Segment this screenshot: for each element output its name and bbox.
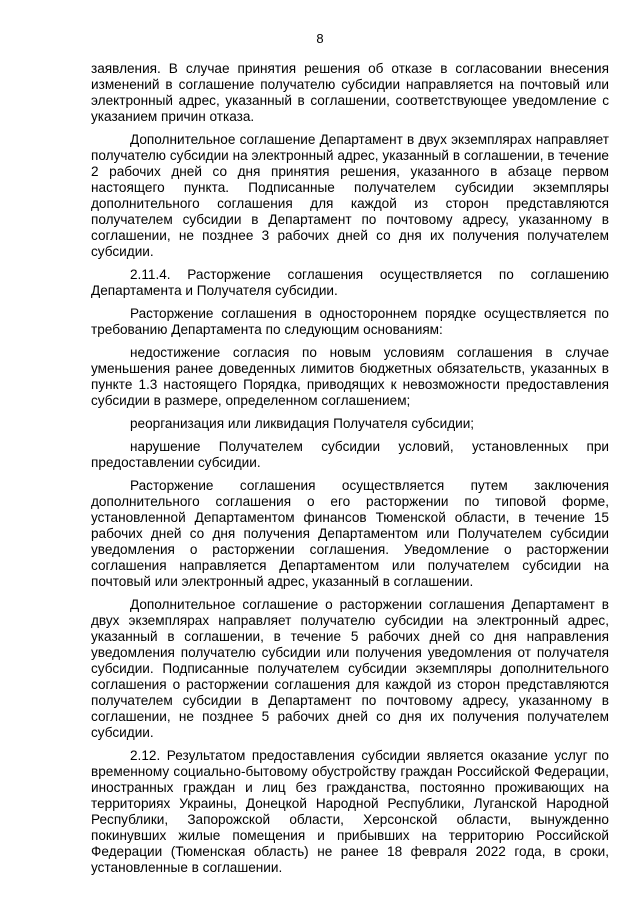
page-number: 8 [316, 31, 324, 46]
paragraph-ground-reorganization: реорганизация или ликвидация Получателя субсидии; [130, 416, 475, 431]
document-body [91, 61, 609, 876]
paragraph-2-11-4: 2.11.4. Расторжение соглашения осуществляется по соглашению Департамента и Получателя субсидии. [91, 267, 609, 298]
paragraph-ground-no-agreement: недостижение согласия по новым условиям соглашения в случае уменьшения ранее доведенных лимитов бюджетных обязательств, указанных в пункте 1.3 настоящего Порядка, приводящих к невозможности предоставления субсидии в размере, определенном соглашением; [91, 345, 609, 408]
paragraph-unilateral-termination: Расторжение соглашения в одностороннем порядке осуществляется по требованию Департамента по следующим основаниям: [91, 306, 609, 337]
paragraph-termination-procedure: Расторжение соглашения осуществляется путем заключения дополнительного соглашения о его расторжении по типовой форме, установленной Департаментом финансов Тюменской области, в течение 15 рабочих дней со дня получения Департаментом или Получателем субсидии уведомления о расторжении соглашения. Уведомление о расторжении соглашения направляется Департаментом или получателем субсидии на почтовый или электронный адрес, указанный в соглашении. [91, 478, 609, 589]
paragraph-2-12-result: 2.12. Результатом предоставления субсидии является оказание услуг по временному социально-бытовому обустройству граждан Российской Федерации, иностранных граждан и лиц без гражданства, постоянно проживающих на территориях Украины, Донецкой Народной Республики, Луганской Народной Республики, Запорожской области, Херсонской области, вынужденно покинувших жилые помещения и прибывших на территорию Российской Федерации (Тюменская область) не ранее 18 февраля 2022 года, в сроки, установленные в соглашении. [91, 748, 609, 875]
paragraph-termination-agreement: Дополнительное соглашение о расторжении соглашения Департамент в двух экземплярах направляет получателю субсидии на электронный адрес, указанный в соглашении, в течение 5 рабочих дней со дня направления уведомления получателю субсидии или получения уведомления от получателя субсидии. Подписанные получателем субсидии экземпляры дополнительного соглашения о расторжении соглашения для каждой из сторон представляются получателем субсидии в Департамент по почтовому адресу, указанному в соглашении, не позднее 5 рабочих дней со дня их получения получателем субсидии. [91, 597, 609, 740]
paragraph-ground-violation: нарушение Получателем субсидии условий, установленных при предоставлении субсидии. [91, 439, 609, 470]
paragraph-refusal-notice: заявления. В случае принятия решения об отказе в согласовании внесения изменений в соглашение получателю субсидии направляется на почтовый или электронный адрес, указанный в соглашении, соответствующее уведомление с указанием причин отказа. [91, 61, 609, 124]
paragraph-additional-agreement: Дополнительное соглашение Департамент в двух экземплярах направляет получателю субсидии на электронный адрес, указанный в соглашении, в течение 2 рабочих дней со дня принятия решения, указанного в абзаце первом настоящего пункта. Подписанные получателем субсидии экземпляры дополнительного соглашения для каждой из сторон представляются получателем субсидии в Департамент по почтовому адресу, указанному в соглашении, не позднее 3 рабочих дней со дня их получения получателем субсидии. [91, 132, 609, 259]
